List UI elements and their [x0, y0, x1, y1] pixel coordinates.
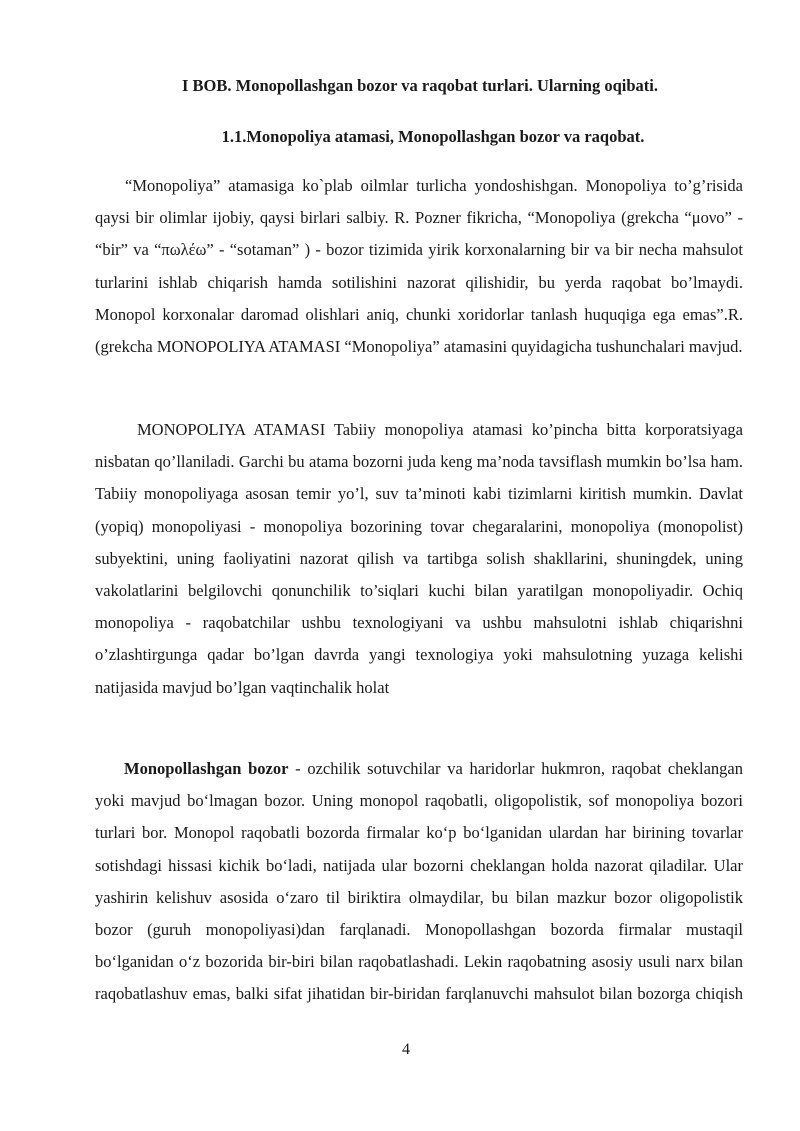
section-title: 1.1.Monopoliya atamasi, Monopollashgan bozor va raqobat.: [221, 127, 645, 146]
term-monopollashgan-bozor: Monopollashgan bozor: [124, 759, 289, 778]
paragraph-monopoliya-definition: “Monopoliya” atamasiga ko`plab oilmlar turlicha yondoshishgan. Monopoliya to’g’risida qaysi bir olimlar ijobiy, qaysi birlari salbiy. R. Pozner fikricha, “Monopoliya (grekcha “μονο” - “bir” va “πωλέω” - “sotaman” ) - bozor tizimida yirik korxonalarning bir va bir necha mahsulot turlarini ishlab chiqarish hamda sotilishini nazorat qilishidir, bu yerda raqobat bo’lmaydi. Monopol korxonalar daromad olishlari aniq, chunki xoridorlar tanlash huquqiga ega emas”.R. (grekcha MONOPOLIYA ATAMASI “Monopoliya” atamasini quyidagicha tushunchalari mavjud.: [95, 176, 743, 357]
paragraph-monopollashgan-bozor: [95, 753, 743, 1011]
page-number: 4: [402, 1041, 410, 1058]
chapter-title: I BOB. Monopollashgan bozor va raqobat turlari. Ularning oqibati.: [182, 76, 658, 95]
paragraph-3-body: - ozchilik sotuvchilar va haridorlar hukmron, raqobat cheklangan yoki mavjud bo‘lmagan bozor. Uning monopol raqobatli, oligopolistik, sof monopoliya bozori turlari bor. Monopol raqobatli bozorda firmalar ko‘p bo‘lganidan ulardan har birining tovarlar sotishdagi hissasi kichik bo‘ladi, natijada ular bozorni cheklangan holda nazorat qiladilar. Ular yashirin kelishuv asosida o‘zaro til biriktira olmaydilar, bu bilan mazkur bozor oligopolistik bozor (guruh monopoliyasi)dan farqlanadi. Monopollashgan bozorda firmalar mustaqil bo‘lganidan o‘z bozorida bir-biri bilan raqobatlashadi. Lekin raqobatning asosiy usuli narx bilan raqobatlashuv emas, balki sifat jihatidan bir-biridan farqlanuvchi mahsulot bilan bozorga chiqish: [95, 759, 743, 1004]
paragraph-monopoliya-types: MONOPOLIYA ATAMASI Tabiiy monopoliya atamasi ko’pincha bitta korporatsiyaga nisbatan qo’llaniladi. Garchi bu atama bozorni juda keng ma’noda tavsiflash mumkin bo’lsa ham. Tabiiy monopoliyaga asosan temir yo’l, suv ta’minoti kabi tizimlarni kiritish mumkin. Davlat (yopiq) monopoliyasi - monopoliya bozorining tovar chegaralarini, monopoliya (monopolist) subyektini, uning faoliyatini nazorat qilish va tartibga solish shakllarini, shuningdek, uning vakolatlarini belgilovchi qonunchilik to’siqlari kuchi bilan yaratilgan monopoliyadir. Ochiq monopoliya - raqobatchilar ushbu texnologiyani va ushbu mahsulotni ishlab chiqarishni o’zlashtirgunga qadar bo’lgan davrda yangi texnologiya yoki mahsulotning yuzaga kelishi natijasida mavjud bo’lgan vaqtinchalik holat: [95, 420, 743, 697]
